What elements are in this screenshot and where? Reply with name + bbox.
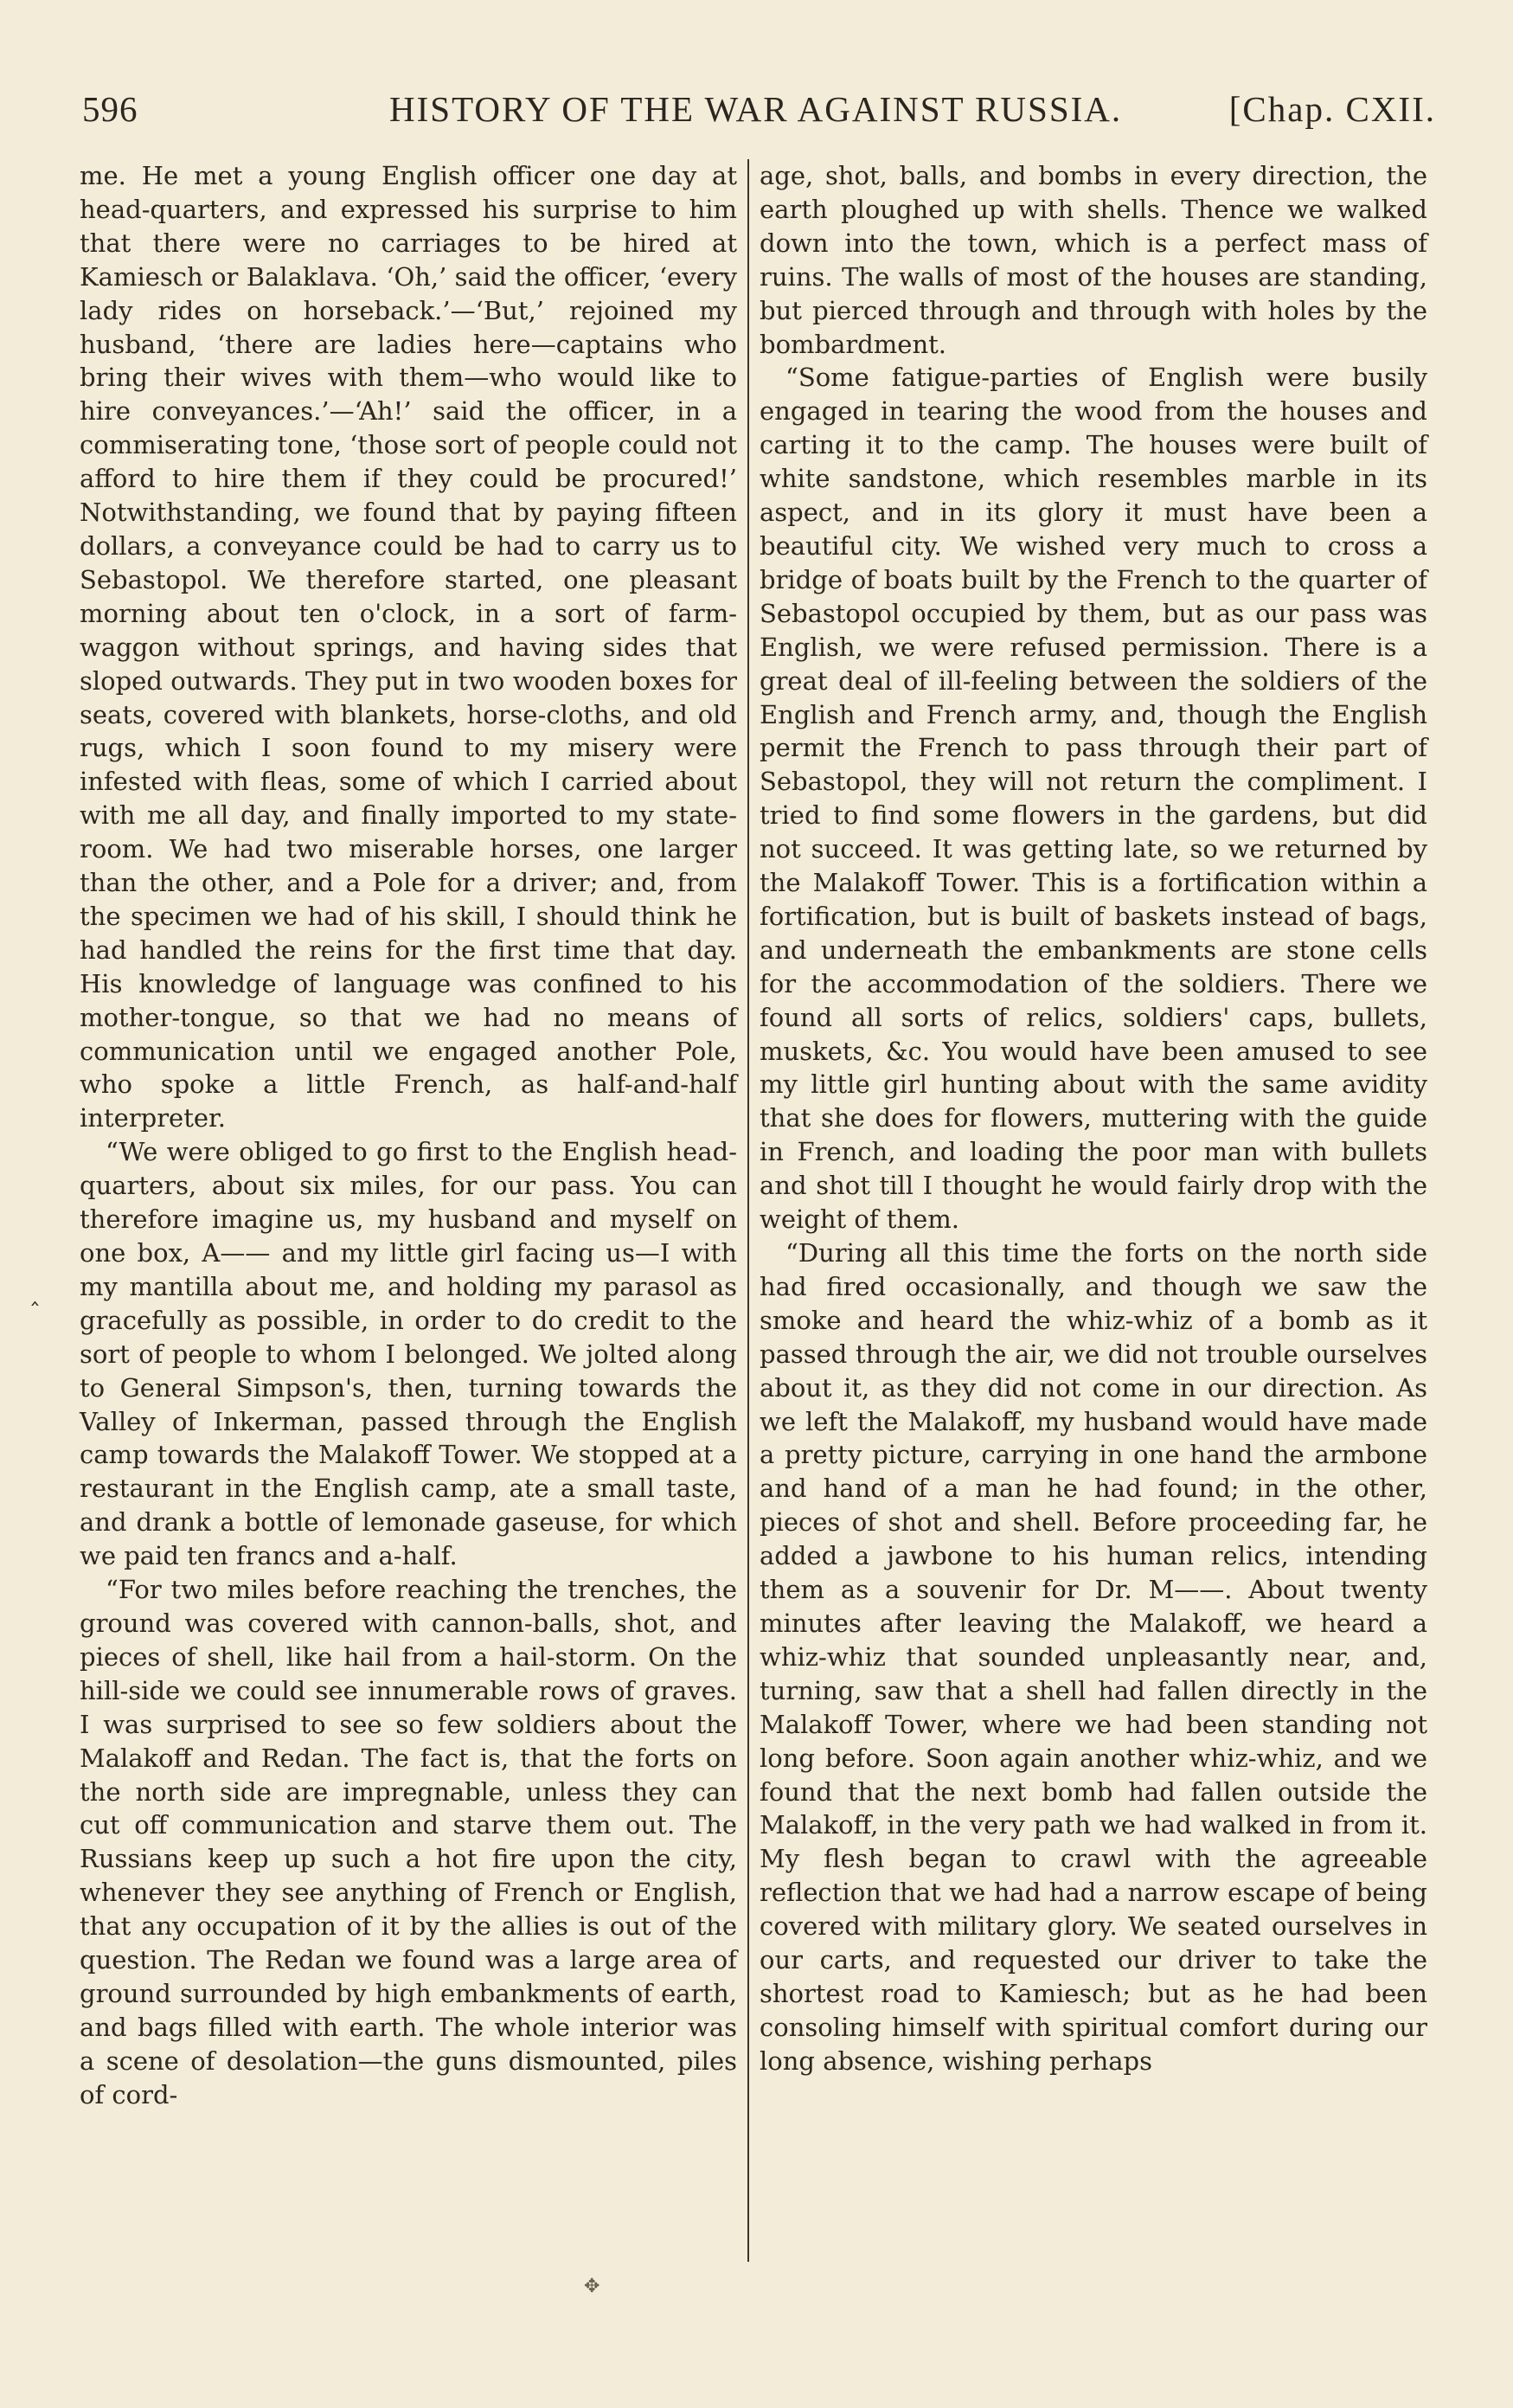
margin-mark: ‸: [31, 1281, 39, 1307]
running-title: HISTORY OF THE WAR AGAINST RUSSIA.: [389, 89, 1123, 129]
paragraph: “During all this time the forts on the north side had fired occasionally, and though we saw the smoke and heard the whiz-whiz of a bomb as it passed through the air, we did not trouble ourselves about it, as they did not come in our direction. As we left the Malakoff, my husband would have made a pretty picture, carrying in one hand the armbone and hand of a man he had found; in the other, pieces of shot and shell. Before proceeding far, he added a jawbone to his human relics, intending them as a souvenir for Dr. M——. About twenty minutes after leaving the Malakoff, we heard a whiz-whiz that sounded unpleasantly near, and, turning, saw that a shell had fallen directly in the Malakoff Tower, where we had been standing not long before. Soon again another whiz-whiz, and we found that the next bomb had fallen outside the Malakoff, in the very path we had walked in from it. My flesh began to crawl with the agreeable reflection that we had had a narrow escape of being covered with military glory. We seated ourselves in our carts, and requested our driver to take the shortest road to Kamiesch; but as he had been consoling himself with spiritual comfort during our long absence, wishing perhaps: [760, 1238, 1427, 2076]
paragraph: “Some fatigue-parties of English were busily engaged in tearing the wood from the houses and carting it to the camp. The houses were built of white sandstone, which resembles marble in its aspect, and in its glory it must have been a beautiful city. We wished very much to cross a bridge of boats built by the French to the quarter of Sebastopol occupied by them, but as our pass was English, we were refused permission. There is a great deal of ill-feeling between the soldiers of the English and French army, and, though the English permit the French to pass through their part of Sebastopol, they will not return the compliment. I tried to find some flowers in the gardens, but did not succeed. It was getting late, so we returned by the Malakoff Tower. This is a fortification within a fortification, but is built of baskets instead of bags, and underneath the embankments are stone cells for the accommodation of the soldiers. There we found all sorts of relics, soldiers' caps, bullets, muskets, &c. You would have been amused to see my little girl hunting about with the same avidity that she does for flowers, muttering with the guide in French, and loading the poor man with bullets and shot till I thought he would fairly drop with the weight of them.: [760, 363, 1427, 1235]
paragraph: me. He met a young English officer one day at head-quarters, and expressed his surprise to him that there were no carriages to be hired at Kamiesch or Balaklava. ‘Oh,’ said the officer, ‘every lady rides on horseback.’—‘But,’ rejoined my husband, ‘there are ladies here—captains who bring their wives with them—who would like to hire conveyances.’—‘Ah!’ said the officer, in a commiserating tone, ‘those sort of people could not afford to hire them if they could be procured!’ Notwithstanding, we found that by paying fifteen dollars, a conveyance could be had to carry us to Sebastopol. We therefore started, one pleasant morning about ten o'clock, in a sort of farm-waggon without springs, and having sides that sloped outwards. They put in two wooden boxes for seats, covered with blankets, horse-cloths, and old rugs, which I soon found to my misery were infested with fleas, some of which I carried about with me all day, and finally imported to my state-room. We had two miserable horses, one larger than the other, and a Pole for a driver; and, from the specimen we had of his skill, I should think he had handled the reins for the first time that day. His knowledge of language was confined to his mother-tongue, so that we had no means of communication until we engaged another Pole, who spoke a little French, as half-and-half interpreter.: [80, 161, 737, 1133]
column-divider: [747, 159, 749, 2262]
left-column: [80, 159, 737, 2112]
printer-mark: ✥: [584, 2276, 600, 2297]
right-column: [760, 159, 1427, 2078]
page-number: 596: [82, 89, 138, 129]
paragraph: “We were obliged to go first to the English head-quarters, about six miles, for our pass. You can therefore imagine us, my husband and myself on one box, A—— and my little girl facing us—I with my mantilla about me, and holding my parasol as gracefully as possible, in order to do credit to the sort of people to whom I belonged. We jolted along to General Simpson's, then, turning towards the Valley of Inkerman, passed through the English camp towards the Malakoff Tower. We stopped at a restaurant in the English camp, ate a small taste, and drank a bottle of lemonade gaseuse, for which we paid ten francs and a-half.: [80, 1137, 737, 1571]
chapter-label: [Chap. CXII.: [1228, 89, 1436, 129]
paragraph: “For two miles before reaching the trenches, the ground was covered with cannon-balls, shot, and pieces of shell, like hail from a hail-storm. On the hill-side we could see innumerable rows of graves. I was surprised to see so few soldiers about the Malakoff and Redan. The fact is, that the forts on the north side are impregnable, unless they can cut off communication and starve them out. The Russians keep up such a hot fire upon the city, whenever they see anything of French or English, that any occupation of it by the allies is out of the question. The Redan we found was a large area of ground surrounded by high embankments of earth, and bags filled with earth. The whole interior was a scene of desolation—the guns dismounted, piles of cord-: [80, 1575, 737, 2109]
page-header: [82, 88, 1436, 138]
paragraph: age, shot, balls, and bombs in every direction, the earth ploughed up with shells. Thence we walked down into the town, which is a perfect mass of ruins. The walls of most of the houses are standing, but pierced through and through with holes by the bombardment.: [760, 161, 1427, 359]
